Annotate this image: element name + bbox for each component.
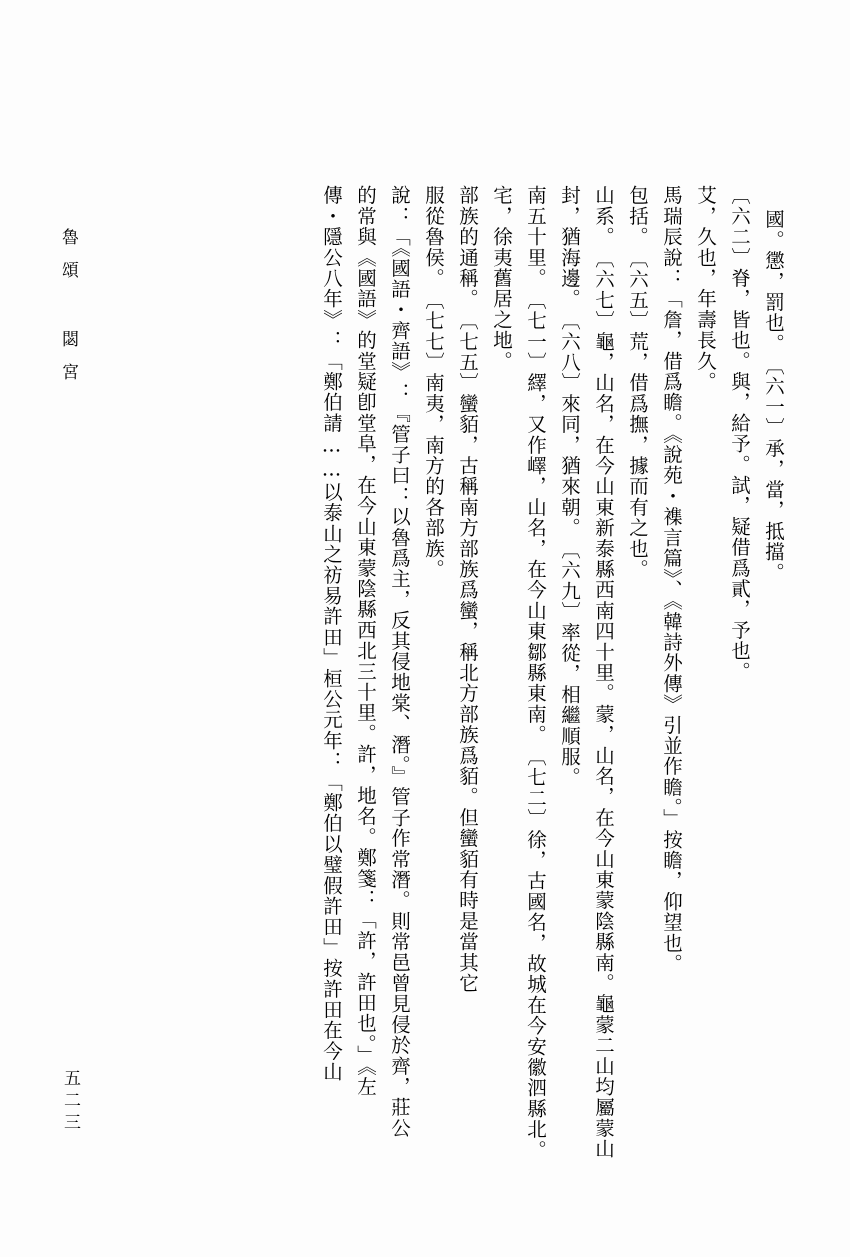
text-column: 傳・隱公八年》：「鄭伯請……以泰山之祊易許田」桓公元年：「鄭伯以璧假許田」按許田在今山 [320, 185, 343, 1083]
running-head: 魯頌 閟宮 [58, 228, 78, 396]
text-column: 南五十里。 〔七一〕繹，又作嶧，山名，在今山東鄒縣東南。 〔七二〕徐，古國名，故城在今安徽泗縣北。 [524, 185, 547, 1161]
text-column: 服從魯侯。 〔七七〕南夷，南方的各部族。 [422, 185, 445, 580]
text-column: 封，猶海邊。 〔六八〕來同，猶來朝。 〔六九〕率從，相繼順服。 [558, 185, 581, 788]
text-column: 山系。 〔六七〕龜，山名，在今山東新泰縣西南四十里。蒙，山名，在今山東蒙陰縣南。龜蒙二山均屬蒙山 [592, 185, 615, 1160]
text-column: 包括。 〔六五〕荒，借爲撫，據而有之也。 [626, 185, 649, 580]
text-column: 說：「《國語・齊語》：『管子曰：以魯爲主，反其侵地棠、潛。』管子作常潛。則常邑曾見侵於齊，莊公 [388, 185, 411, 1139]
page-number: 五二三 [60, 1069, 80, 1135]
text-column: 國。懲，罰也。 〔六一〕承，當，抵擋。 [762, 209, 785, 583]
text-column: 宅，徐夷舊居之地。 [490, 185, 513, 372]
text-column: 〔六二〕脊，皆也。與，給予。試，疑借爲貳，予也。 [728, 185, 751, 682]
vertical-text-body [314, 185, 790, 1185]
text-column: 馬瑞辰說：「詹，借爲瞻。《說苑・襍言篇》、《韓詩外傳》引並作瞻。」按瞻，仰望也。 [660, 185, 683, 974]
text-column: 的常與《國語》的堂疑卽堂阜，在今山東蒙陰縣西北三十里。許，地名。鄭箋：「許，許田也。」《左 [354, 185, 377, 1097]
text-column: 艾，久也，年壽長久。 [694, 185, 717, 392]
text-column: 部族的通稱。 〔七五〕蠻貊，古稱南方部族爲蠻，稱北方部族爲貊。但蠻貊有時是當其它 [456, 185, 479, 994]
